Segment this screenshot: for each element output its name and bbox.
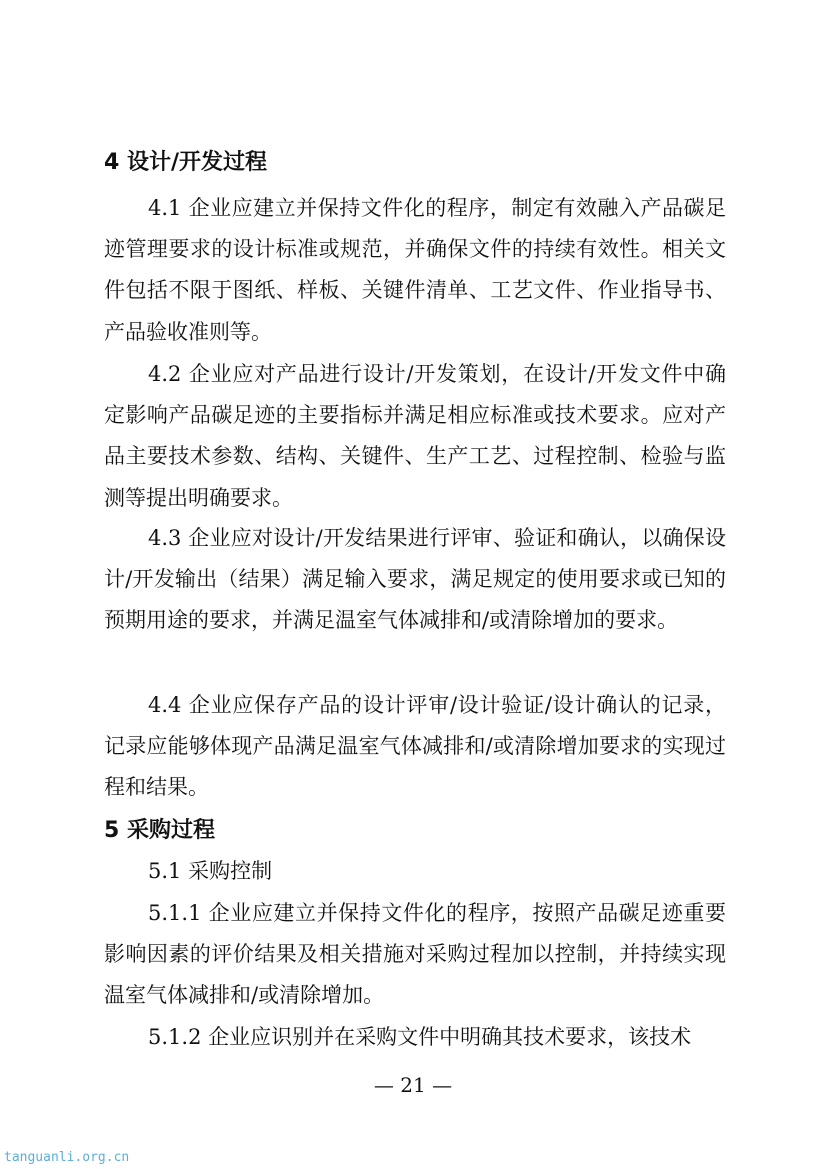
watermark-text: tanguanli.org.cn [4, 1150, 130, 1165]
paragraph-4-1: 4.1 企业应建立并保持文件化的程序，制定有效融入产品碳足迹管理要求的设计标准或规范，并确保文件的持续有效性。相关文件包括不限于图纸、样板、关键件清单、工艺文件、作业指导书、产品验收准则等。 [104, 196, 726, 344]
section-4-heading: 4 设计/开发过程 [104, 150, 268, 175]
paragraph-4-4: 4.4 企业应保存产品的设计评审/设计验证/设计确认的记录，记录应能够体现产品满足温室气体减排和/或清除增加要求的实现过程和结果。 [104, 693, 726, 800]
section-5-heading: 5 采购过程 [104, 818, 215, 843]
page-number: — 21 — [373, 1073, 453, 1097]
paragraph-5-1-1: 5.1.1 企业应建立并保持文件化的程序，按照产品碳足迹重要影响因素的评价结果及相关措施对采购过程加以控制，并持续实现温室气体减排和/或清除增加。 [104, 901, 726, 1008]
subsection-5-1-title: 5.1 采购控制 [148, 859, 273, 883]
paragraph-5-1-2: 5.1.2 企业应识别并在采购文件中明确其技术要求，该技术 [148, 1025, 692, 1049]
paragraph-4-3: 4.3 企业应对设计/开发结果进行评审、验证和确认，以确保设计/开发输出（结果）满足输入要求，满足规定的使用要求或已知的预期用途的要求，并满足温室气体减排和/或清除增加的要求。 [104, 526, 726, 633]
paragraph-4-2: 4.2 企业应对产品进行设计/开发策划，在设计/开发文件中确定影响产品碳足迹的主要指标并满足相应标准或技术要求。应对产品主要技术参数、结构、关键件、生产工艺、过程控制、检验与监测等提出明确要求。 [104, 362, 726, 510]
